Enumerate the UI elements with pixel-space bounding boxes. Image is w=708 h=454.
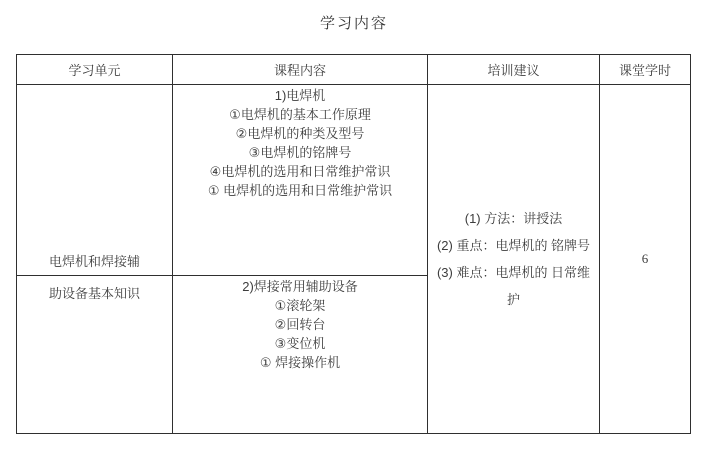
content-line: ④电焊机的选用和日常维护常识: [209, 164, 391, 179]
content-line: 2)焊接常用辅助设备: [242, 279, 358, 294]
header-course-content: 课程内容: [173, 55, 428, 85]
content-line: ① 电焊机的选用和日常维护常识: [207, 183, 393, 198]
unit-text-line2: 助设备基本知识: [48, 286, 140, 301]
suggestion-cell: [428, 85, 600, 434]
content-cell-part1: [173, 85, 428, 276]
header-class-hours: 课堂学时: [600, 55, 691, 85]
unit-text-line1: 电焊机和焊接辅: [48, 254, 140, 269]
content-line: ③变位机: [274, 336, 326, 351]
suggestion-lines: [428, 205, 599, 313]
unit-cell-bottom: [17, 276, 173, 434]
learning-content-table: [16, 54, 691, 434]
unit-cell-top: [17, 85, 173, 276]
hours-value: 6: [641, 251, 649, 266]
content-line: ②电焊机的种类及型号: [235, 126, 365, 141]
content-line: ①滚轮架: [274, 298, 326, 313]
content-list-part2: [173, 276, 427, 371]
suggestion-line: (1) 方法：讲授法: [464, 211, 563, 226]
content-line: ① 焊接操作机: [259, 355, 341, 370]
page-title: 学习内容: [319, 15, 388, 32]
header-training-suggestion: 培训建议: [428, 55, 600, 85]
content-cell-part2: [173, 276, 428, 434]
content-line: ②回转台: [274, 317, 326, 332]
suggestion-line: (2) 重点：电焊机的 铭牌号: [436, 238, 591, 253]
table-body-row-1: [17, 85, 691, 276]
content-line: 1)电焊机: [274, 88, 326, 103]
content-list-part1: [173, 85, 427, 199]
hours-cell: [600, 85, 691, 434]
content-line: ③电焊机的铭牌号: [248, 145, 352, 160]
suggestion-line: 护: [506, 292, 520, 307]
table-header-row: [17, 55, 691, 85]
header-learning-unit: 学习单元: [17, 55, 173, 85]
content-line: ①电焊机的基本工作原理: [229, 107, 371, 122]
suggestion-line: (3) 难点：电焊机的 日常维: [436, 265, 591, 280]
